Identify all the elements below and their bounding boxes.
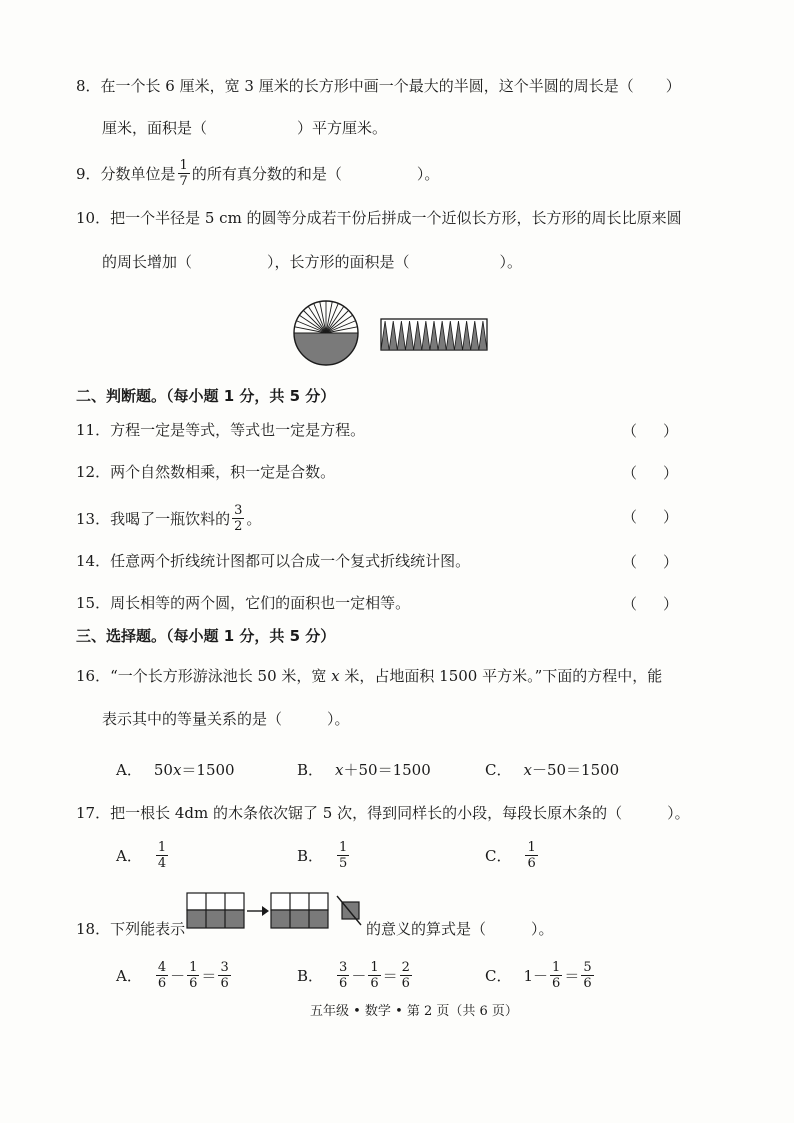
question-17: 17．把一根长 4dm 的木条依次锯了 5 次，得到同样长的小段，每段长原木条的（ ）。 (76, 804, 690, 822)
option-16-b[interactable]: B． x＋50＝1500 (297, 761, 431, 779)
answer-bracket-12[interactable]: （ ） (622, 464, 678, 482)
section-3-title: 三、选择题。（每小题 1 分，共 5 分） (76, 627, 336, 645)
question-13-post: 。 (246, 509, 262, 528)
fraction-grid-figure (186, 889, 362, 937)
section-2-title: 二、判断题。（每小题 1 分，共 5 分） (76, 387, 336, 405)
answer-bracket-15[interactable]: （ ） (622, 595, 678, 613)
question-8-line2: 厘米，面积是（ ）平方厘米。 (102, 119, 388, 137)
question-9 (76, 158, 439, 189)
question-9-pre: 9．分数单位是 (76, 164, 176, 183)
answer-bracket-14[interactable]: （ ） (622, 553, 678, 571)
question-18-post: 的意义的算式是（ ）。 (366, 920, 554, 938)
question-15: 15．周长相等的两个圆，它们的面积也一定相等。 (76, 594, 411, 612)
question-11: 11．方程一定是等式，等式也一定是方程。 (76, 421, 366, 439)
divided-circle-figure (286, 298, 366, 368)
question-12: 12．两个自然数相乘，积一定是合数。 (76, 463, 336, 481)
question-13 (76, 503, 261, 534)
option-17-b[interactable]: B． $\frac{1}{5}$ (297, 840, 348, 871)
page-footer: 五年级 • 数学 • 第 2 页（共 6 页） (310, 1004, 518, 1019)
approximate-rectangle-figure (380, 318, 488, 351)
option-17-c[interactable]: C． $\frac{1}{6}$ (485, 840, 536, 871)
fraction-1-7: $\frac{1}{7}$ (179, 158, 188, 189)
question-16-line1: 16．“一个长方形游泳池长 50 米，宽 x 米，占地面积 1500 平方米。”下面的方程中，能 (76, 667, 663, 685)
question-14: 14．任意两个折线统计图都可以合成一个复式折线统计图。 (76, 552, 471, 570)
question-16-line2: 表示其中的等量关系的是（ ）。 (102, 710, 350, 728)
option-18-a[interactable]: A． $\frac{4}{6}$ － $\frac{1}{6}$ ＝ $\frac{3}{6}$ (116, 960, 229, 991)
question-10-line1: 10．把一个半径是 5 cm 的圆等分成若干份后拼成一个近似长方形，长方形的周长比原来圆 (76, 209, 682, 227)
question-10-line2: 的周长增加（ ），长方形的面积是（ ）。 (102, 253, 523, 271)
option-16-a[interactable]: A． 50x＝1500 (116, 761, 235, 779)
option-18-b[interactable]: B． $\frac{3}{6}$ － $\frac{1}{6}$ ＝ $\frac{2}{6}$ (297, 960, 410, 991)
answer-bracket-13[interactable]: （ ） (622, 508, 678, 526)
option-17-a[interactable]: A． $\frac{1}{4}$ (116, 840, 167, 871)
answer-bracket-11[interactable]: （ ） (622, 422, 678, 440)
question-8-bracket-end: ） (665, 77, 681, 95)
fraction-3-2: $\frac{3}{2}$ (234, 503, 243, 534)
option-16-c[interactable]: C． x－50＝1500 (485, 761, 620, 779)
question-13-pre: 13．我喝了一瓶饮料的 (76, 509, 231, 528)
question-8-line1 (76, 76, 681, 96)
option-18-c[interactable]: C． 1 － $\frac{1}{6}$ ＝ $\frac{5}{6}$ (485, 960, 592, 991)
question-18-pre: 18．下列能表示 (76, 920, 186, 938)
question-9-post: 的所有真分数的和是（ ）。 (191, 164, 440, 183)
question-8-text: 8．在一个长 6 厘米，宽 3 厘米的长方形中画一个最大的半圆，这个半圆的周长是（ (76, 77, 634, 95)
